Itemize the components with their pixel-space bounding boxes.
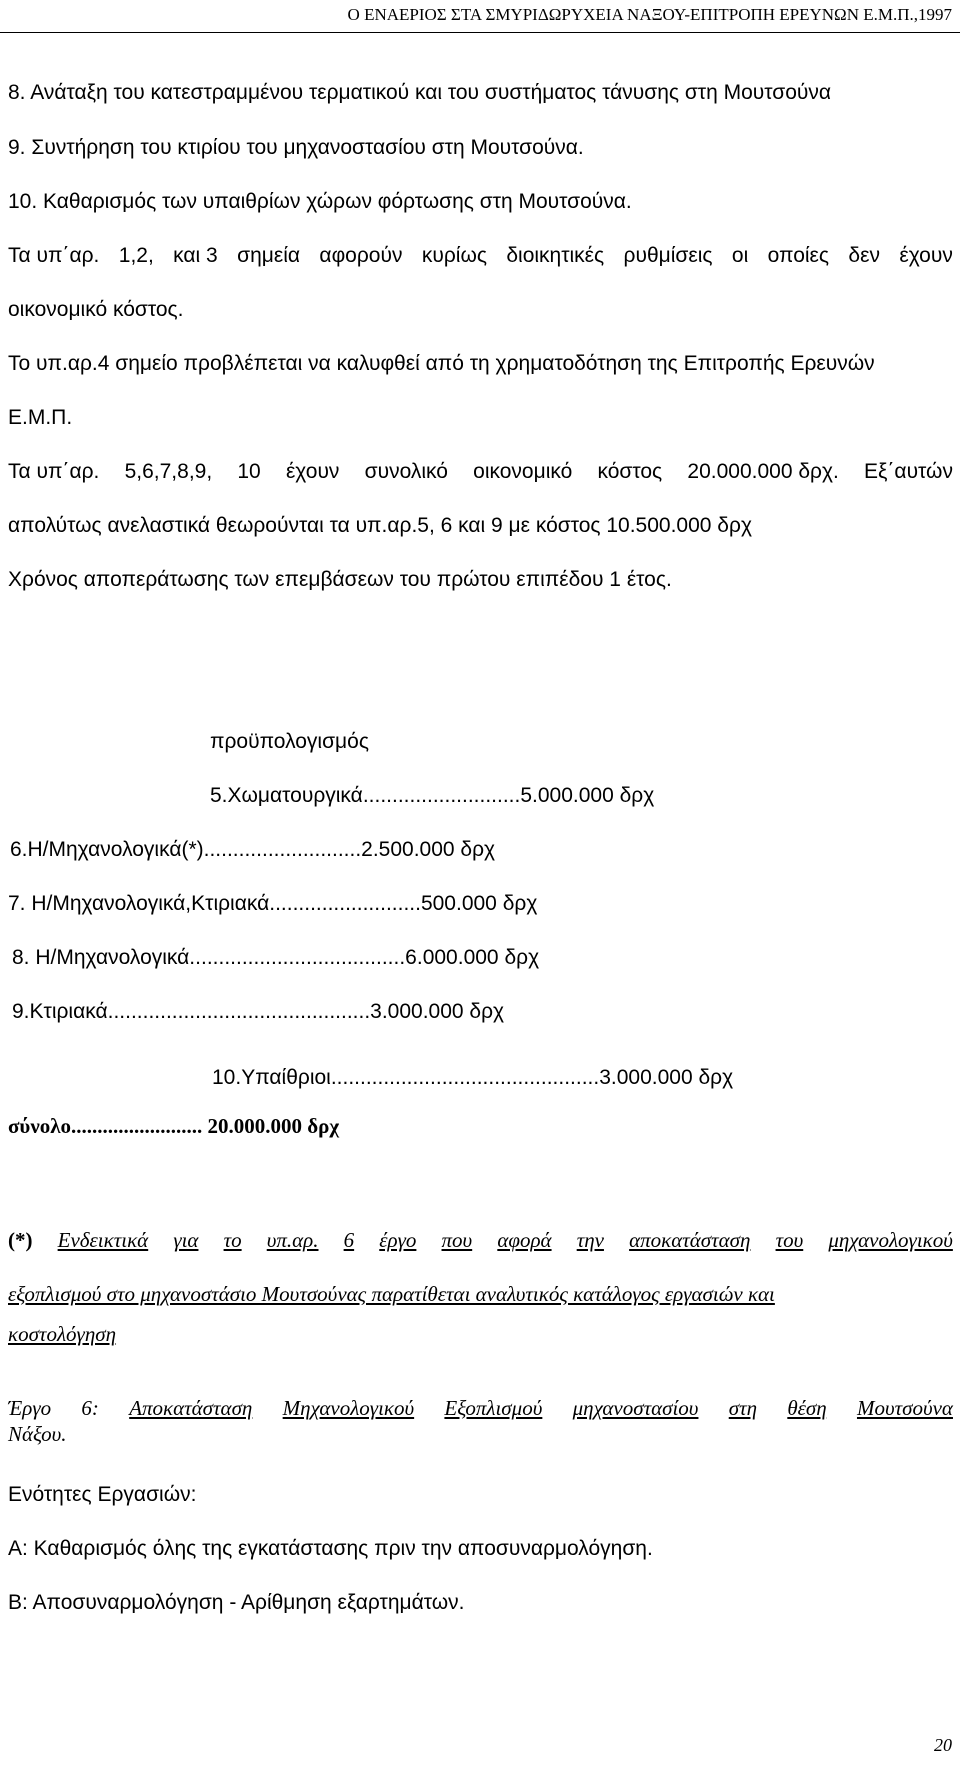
tasks-title: Ενότητες Εργασιών:	[8, 1483, 197, 1506]
paragraph-1-line-1-word: δεν	[848, 244, 880, 267]
paragraph-3-line-2: απολύτως ανελαστικά θεωρούνται τα υπ.αρ.5, 6 και 9 με κόστος 10.500.000 δρχ	[8, 514, 752, 537]
paragraph-3-line-1-word: 5,6,7,8,9,	[124, 460, 213, 483]
header-rule	[0, 32, 960, 33]
footnote-line-1-word: το	[223, 1228, 242, 1252]
paragraph-1-line-1-word: διοικητικές	[506, 244, 605, 267]
footnote-line-1-word: Ενδεικτικά	[57, 1228, 149, 1252]
list-item-10: 10. Καθαρισμός των υπαιθρίων χώρων φόρτωσης στη Μουτσούνα.	[8, 190, 632, 213]
paragraph-3-line-1	[8, 459, 953, 485]
paragraph-1-line-1-word: οποίες	[767, 244, 830, 267]
paragraph-2-line-1: Το υπ.αρ.4 σημείο προβλέπεται να καλυφθεί από τη χρηματοδότηση της Επιτροπής Ερευνών	[8, 352, 875, 375]
task-a: Α: Καθαρισμός όλης της εγκατάστασης πριν την αποσυναρμολόγηση.	[8, 1537, 653, 1560]
paragraph-3-line-1-word: οικονομικό	[473, 460, 573, 483]
budget-item: 7. Η/Μηχανολογικά,Κτιριακά..........................500.000 δρχ	[8, 892, 538, 915]
footnote-line-1-word: έργο	[379, 1228, 417, 1252]
paragraph-3-line-1-word: Τα υπ΄αρ.	[8, 460, 100, 483]
paragraph-3-line-1-word: 10	[237, 460, 261, 483]
budget-item: 10.Υπαίθριοι..............................................3.000.000 δρχ	[212, 1066, 734, 1089]
project-line-1	[8, 1395, 953, 1421]
budget-item: 8. Η/Μηχανολογικά.....................................6.000.000 δρχ	[12, 946, 540, 969]
list-item-8: 8. Ανάταξη του κατεστραμμένου τερματικού και του συστήματος τάνυσης στη Μουτσούνα	[8, 81, 832, 104]
paragraph-1-line-1-word: κυρίως	[421, 244, 487, 267]
paragraph-1-line-1-word: σημεία	[237, 244, 301, 267]
paragraph-1-line-1-word: ρυθμίσεις	[623, 244, 713, 267]
paragraph-1-line-1-word: και 3	[173, 244, 218, 267]
footnote-line-1-word: για	[173, 1228, 199, 1252]
paragraph-3-line-1-word: 20.000.000 δρχ.	[687, 460, 839, 483]
paragraph-3-line-1-word: συνολικό	[364, 460, 448, 483]
footnote-line-3-text: κοστολόγηση	[8, 1322, 117, 1346]
completion-time: Χρόνος αποπεράτωσης των επεμβάσεων του πρώτου επιπέδου 1 έτος.	[8, 568, 672, 591]
page-number: 20	[934, 1735, 952, 1755]
footnote-line-3	[8, 1321, 116, 1347]
project-line-1-word: Αποκατάσταση	[129, 1396, 253, 1420]
budget-title: προϋπολογισμός	[210, 730, 369, 753]
project-line-1-word: Μηχανολογικού	[282, 1396, 415, 1420]
paragraph-1-line-2: οικονομικό κόστος.	[8, 298, 184, 321]
budget-item: 6.Η/Μηχανολογικά(*)...........................2.500.000 δρχ	[10, 838, 496, 861]
project-line-1-word: θέση	[787, 1396, 827, 1420]
paragraph-3-line-1-word: κόστος	[597, 460, 663, 483]
footnote-marker: (*)	[8, 1228, 33, 1252]
paragraph-1-line-1-word: έχουν	[899, 244, 953, 267]
list-item-9: 9. Συντήρηση του κτιρίου του μηχανοστασίου στη Μουτσούνα.	[8, 136, 584, 159]
project-line-1-word: στη	[728, 1396, 758, 1420]
paragraph-1-line-1	[8, 243, 953, 269]
footnote-line-1-word: αφορά	[497, 1228, 552, 1252]
footnote-line-1-word: 6	[343, 1228, 355, 1252]
footnote-line-1-word: την	[576, 1228, 604, 1252]
paragraph-3-line-1-word: Εξ΄αυτών	[864, 460, 953, 483]
footnote-line-2	[8, 1281, 775, 1307]
paragraph-3-line-1-word: έχουν	[285, 460, 340, 483]
footnote-line-1-word: του	[775, 1228, 804, 1252]
budget-item: 9.Κτιριακά.............................................3.000.000 δρχ	[12, 1000, 505, 1023]
footnote-line-1	[8, 1227, 953, 1253]
paragraph-2-line-2: Ε.Μ.Π.	[8, 406, 73, 429]
footnote-line-1-word: αποκατάσταση	[629, 1228, 751, 1252]
paragraph-1-line-1-word: Τα υπ΄αρ.	[8, 244, 100, 267]
footnote-line-2-text: εξοπλισμού στο μηχανοστάσιο Μουτσούνας παρατίθεται αναλυτικός κατάλογος εργασιών και	[8, 1282, 775, 1306]
footnote-line-1-word: υπ.αρ.	[266, 1228, 319, 1252]
budget-total: σύνολο......................... 20.000.000 δρχ	[8, 1114, 340, 1138]
paragraph-1-line-1-word: 1,2,	[118, 244, 154, 267]
project-line-2: Νάξου.	[8, 1422, 67, 1446]
budget-item: 5.Χωματουργικά...........................5.000.000 δρχ	[210, 784, 655, 807]
header-text: Ο ΕΝΑΕΡΙΟΣ ΣΤΑ ΣΜΥΡΙΔΩΡΥΧΕΙΑ ΝΑΞΟΥ-ΕΠΙΤΡΟΠΗ ΕΡΕΥΝΩΝ Ε.Μ.Π.,1997	[347, 5, 952, 24]
project-line-1-word: 6:	[81, 1396, 99, 1420]
project-line-1-word: Μουτσούνα	[856, 1396, 953, 1420]
task-b: Β: Αποσυναρμολόγηση - Αρίθμηση εξαρτημάτων.	[8, 1591, 465, 1614]
paragraph-1-line-1-word: οι	[731, 244, 749, 267]
project-line-1-word: Εξοπλισμού	[444, 1396, 543, 1420]
project-line-1-word: Έργο	[8, 1396, 52, 1420]
footnote-line-1-word: μηχανολογικού	[828, 1228, 953, 1252]
paragraph-1-line-1-word: αφορούν	[319, 244, 403, 267]
footnote-line-1-word: που	[441, 1228, 473, 1252]
project-line-1-word: μηχανοστασίου	[572, 1396, 699, 1420]
